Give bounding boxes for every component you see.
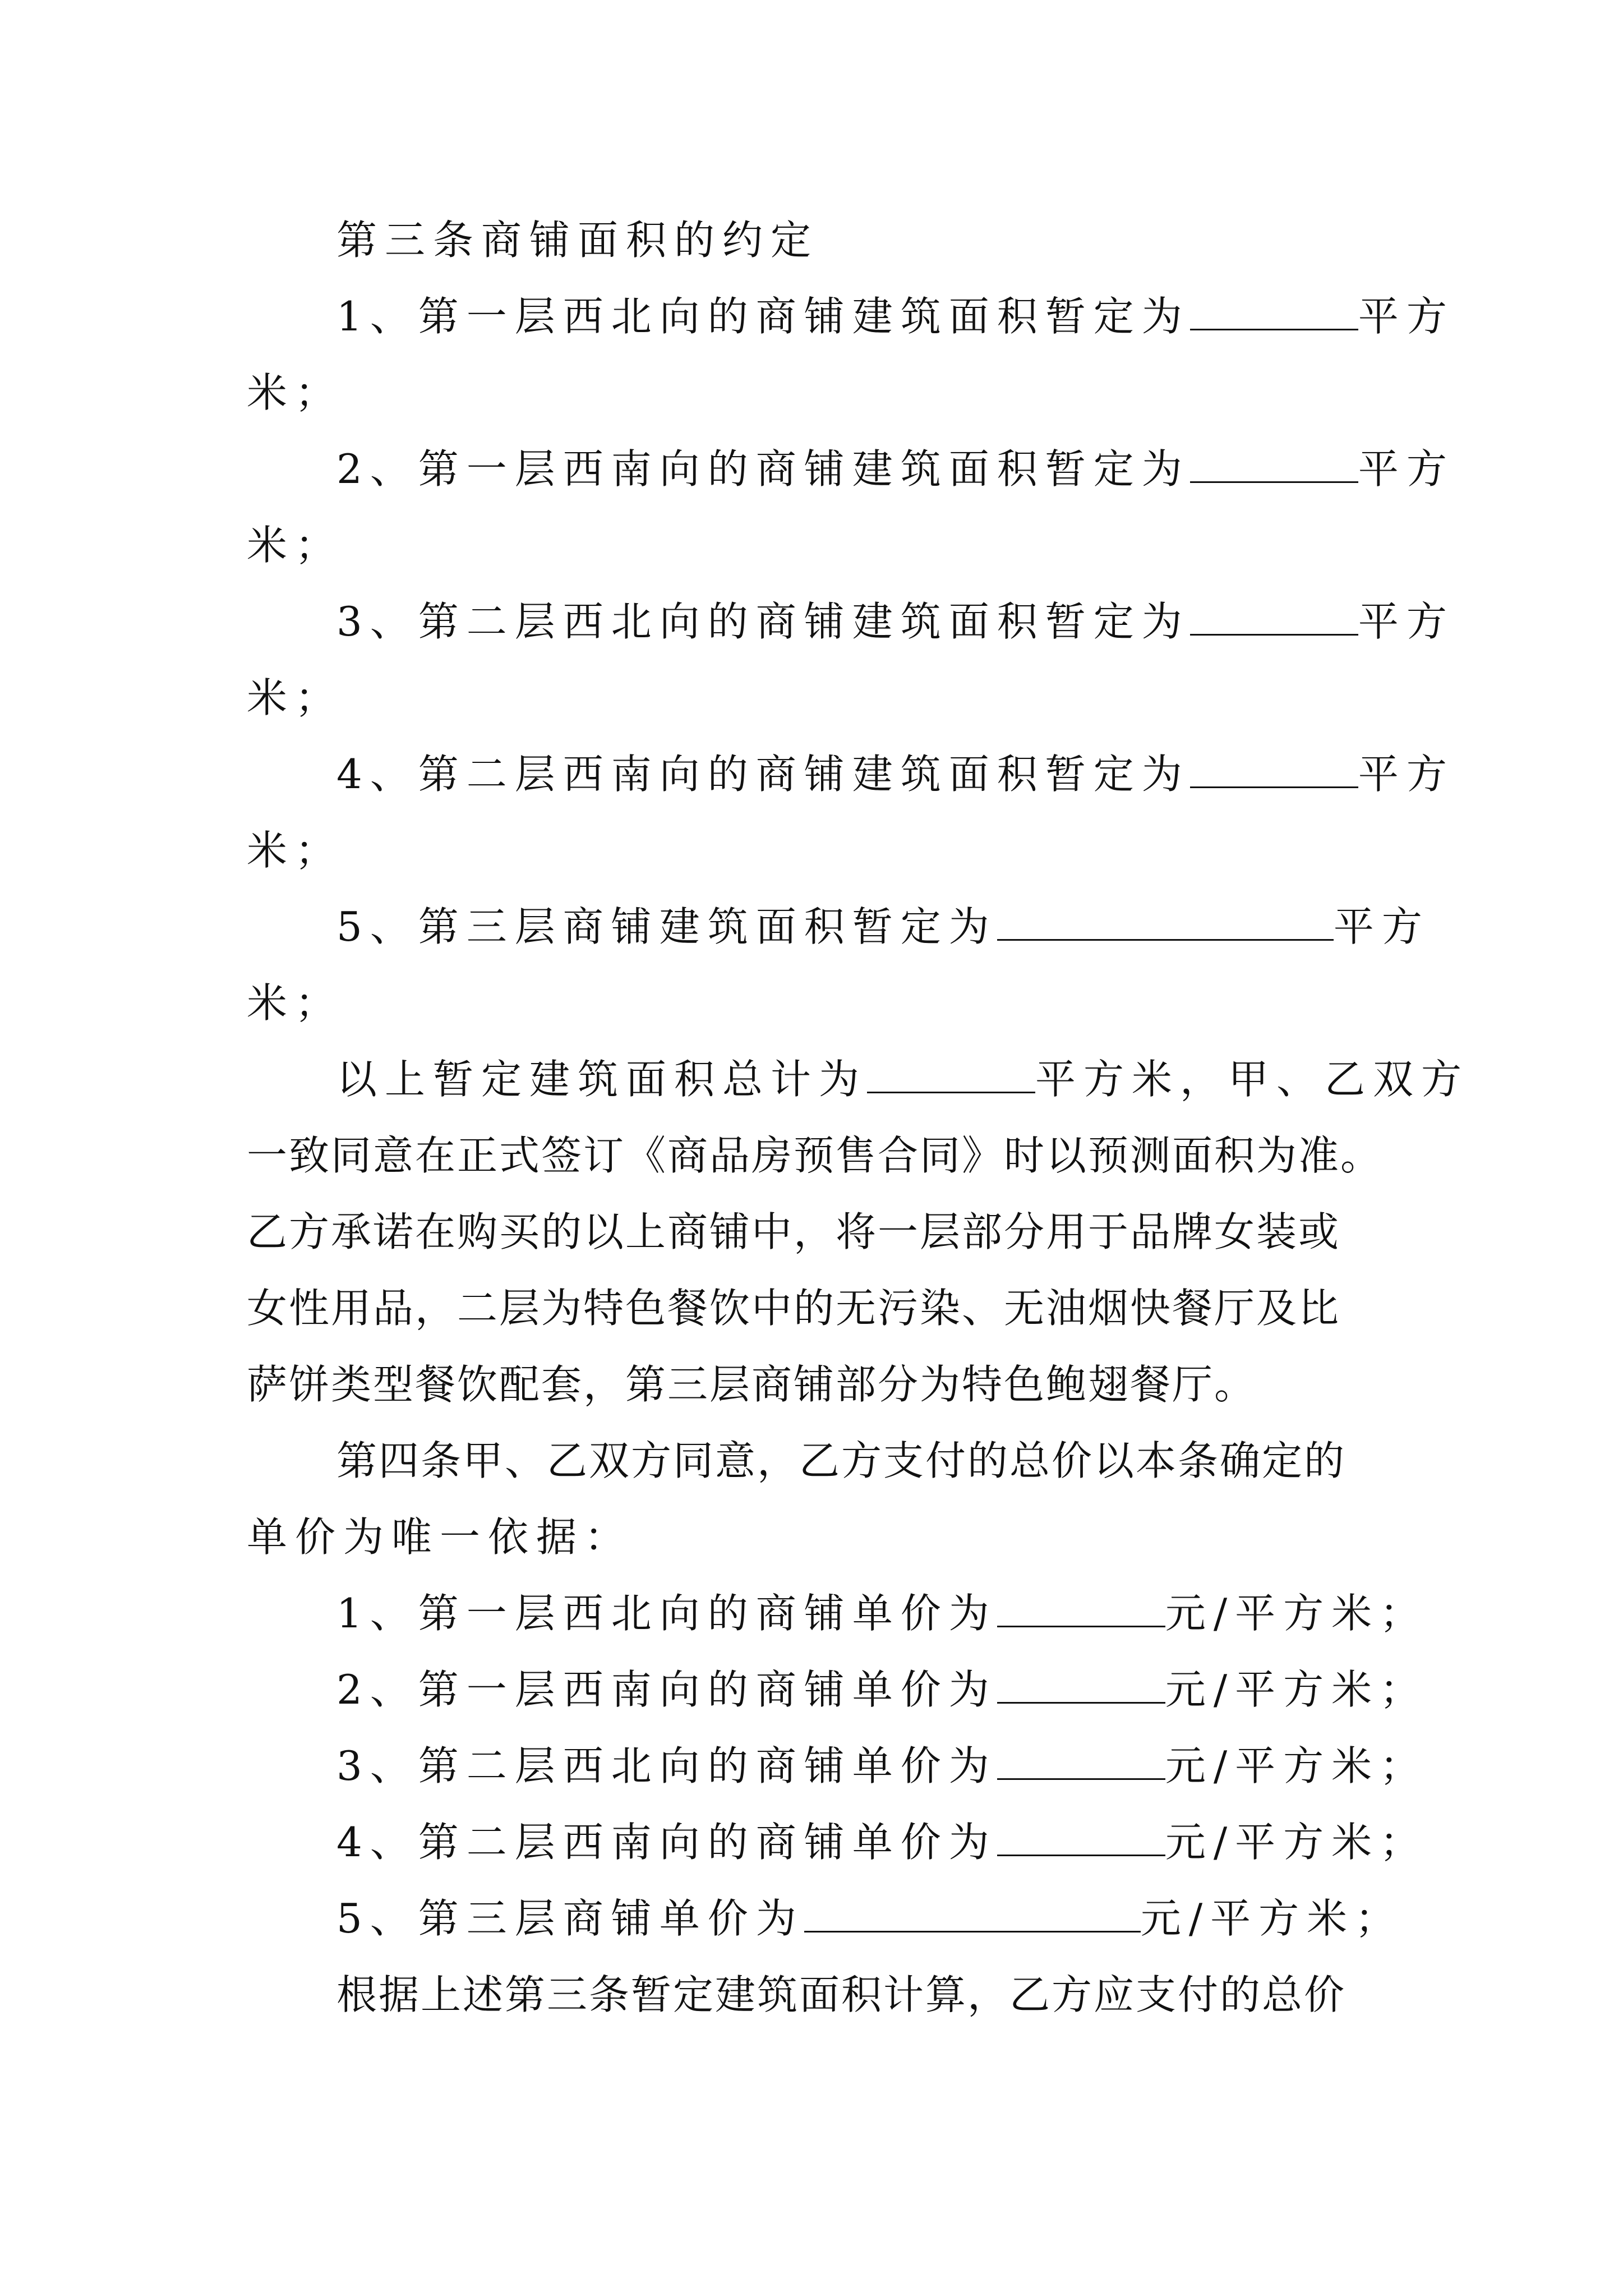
area-item-5-cont: 米； bbox=[247, 979, 344, 1027]
price-item-2-unit: 元/平方米； bbox=[1165, 1666, 1428, 1713]
price-item-1-blank[interactable] bbox=[997, 1592, 1165, 1627]
price-item-3-blank[interactable] bbox=[997, 1745, 1165, 1780]
area-item-4-blank[interactable] bbox=[1190, 753, 1358, 788]
area-item-3 bbox=[247, 583, 1455, 660]
price-item-4-unit: 元/平方米； bbox=[1165, 1819, 1428, 1866]
price-item-1-unit: 元/平方米； bbox=[1165, 1590, 1428, 1637]
price-item-5-blank[interactable] bbox=[804, 1897, 1141, 1932]
price-item-5-unit: 元/平方米； bbox=[1140, 1895, 1404, 1942]
price-item-4-blank[interactable] bbox=[997, 1821, 1165, 1856]
price-item-5-text: 5、第三层商铺单价为 bbox=[336, 1895, 804, 1942]
price-item-2 bbox=[247, 1651, 1428, 1728]
area-item-2-cont: 米； bbox=[247, 522, 344, 569]
article3-heading: 第三条商铺面积的约定 bbox=[336, 217, 819, 264]
area-item-1 bbox=[247, 278, 1455, 355]
article4-line-1: 第四条甲、乙双方同意，乙方支付的总价以本条确定的 bbox=[336, 1437, 1347, 1484]
area-item-1-blank[interactable] bbox=[1190, 295, 1358, 330]
total-area-line bbox=[247, 1041, 1470, 1117]
document-page bbox=[247, 202, 1470, 2033]
price-item-4 bbox=[247, 1804, 1428, 1880]
price-item-1 bbox=[247, 1575, 1428, 1651]
area-item-3-unit: 平方 bbox=[1358, 598, 1455, 645]
price-item-3-text: 3、第二层西北向的商铺单价为 bbox=[336, 1742, 997, 1789]
area-item-4-unit: 平方 bbox=[1358, 751, 1455, 798]
area-item-5-text: 5、第三层商铺建筑面积暂定为 bbox=[336, 903, 997, 950]
total-area-suffix: 平方米，甲、乙双方 bbox=[1035, 1056, 1470, 1103]
area-item-2 bbox=[247, 431, 1455, 507]
total-para-line-4: 萨饼类型餐饮配套，第三层商铺部分为特色鲍翅餐厅。 bbox=[247, 1361, 1257, 1408]
area-item-1-unit: 平方 bbox=[1358, 293, 1455, 340]
area-item-5-unit: 平方 bbox=[1333, 903, 1430, 950]
area-item-4 bbox=[247, 736, 1455, 812]
price-item-2-blank[interactable] bbox=[997, 1668, 1165, 1704]
area-item-2-text: 2、第一层西南向的商铺建筑面积暂定为 bbox=[336, 445, 1190, 493]
total-area-blank[interactable] bbox=[867, 1058, 1035, 1093]
area-item-3-blank[interactable] bbox=[1190, 600, 1358, 636]
area-item-2-unit: 平方 bbox=[1358, 445, 1455, 493]
area-item-2-blank[interactable] bbox=[1190, 448, 1358, 483]
area-item-1-text: 1、第一层西北向的商铺建筑面积暂定为 bbox=[336, 293, 1190, 340]
area-item-1-cont: 米； bbox=[247, 369, 344, 416]
price-item-2-text: 2、第一层西南向的商铺单价为 bbox=[336, 1666, 997, 1713]
price-item-3 bbox=[247, 1728, 1428, 1804]
total-area-prefix: 以上暂定建筑面积总计为 bbox=[336, 1056, 868, 1103]
price-item-1-text: 1、第一层西北向的商铺单价为 bbox=[336, 1590, 997, 1637]
area-item-5 bbox=[247, 889, 1430, 965]
total-price-line: 根据上述第三条暂定建筑面积计算，乙方应支付的总价 bbox=[336, 1971, 1347, 2018]
area-item-3-text: 3、第二层西北向的商铺建筑面积暂定为 bbox=[336, 598, 1190, 645]
total-para-line-3: 女性用品，二层为特色餐饮中的无污染、无油烟快餐厅及比 bbox=[247, 1285, 1341, 1332]
area-item-4-text: 4、第二层西南向的商铺建筑面积暂定为 bbox=[336, 751, 1190, 798]
price-item-4-text: 4、第二层西南向的商铺单价为 bbox=[336, 1819, 997, 1866]
total-para-line-2: 乙方承诺在购买的以上商铺中，将一层部分用于品牌女装或 bbox=[247, 1208, 1341, 1255]
area-item-3-cont: 米； bbox=[247, 674, 344, 721]
area-item-4-cont: 米； bbox=[247, 827, 344, 874]
price-item-3-unit: 元/平方米； bbox=[1165, 1742, 1428, 1789]
article4-line-2: 单价为唯一依据： bbox=[247, 1513, 633, 1561]
total-para-line-1: 一致同意在正式签订《商品房预售合同》时以预测面积为准。 bbox=[247, 1132, 1383, 1179]
price-item-5 bbox=[247, 1880, 1404, 1957]
area-item-5-blank[interactable] bbox=[997, 905, 1334, 941]
